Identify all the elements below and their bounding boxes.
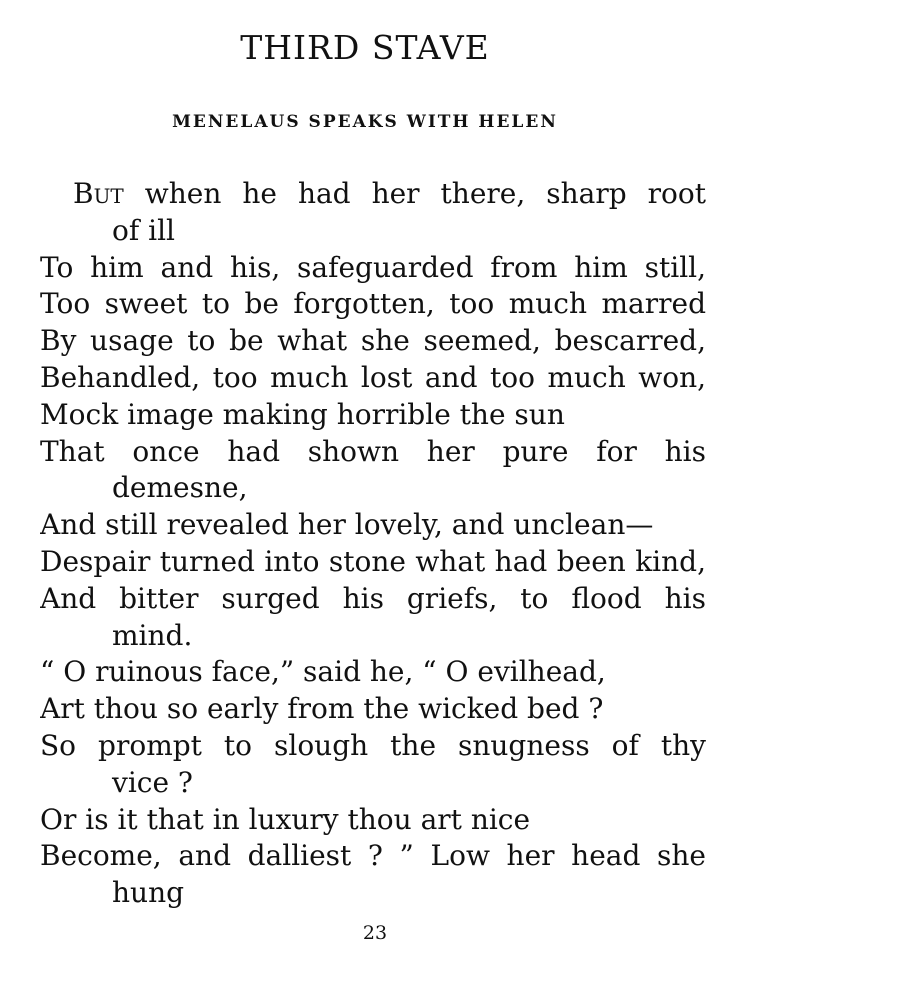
poem-line-text: when he had her there, sharp root <box>123 177 706 210</box>
poem-body <box>40 176 706 912</box>
poem-line: That once had shown her pure for his <box>40 434 706 468</box>
stave-title: THIRD STAVE <box>240 28 490 67</box>
poem-line: “ O ruinous face,” said he, “ O evilhead, <box>40 655 606 689</box>
poem-line-continuation: of ill <box>112 213 175 247</box>
poem-line-continuation: mind. <box>112 618 193 652</box>
drop-word: But <box>73 177 124 210</box>
poem-line: Art thou so early from the wicked bed ? <box>40 692 604 726</box>
poem-line <box>40 176 706 213</box>
poem-line: Behandled, too much lost and too much won, <box>40 360 706 394</box>
poem-line: Become, and dalliest ? ” Low her head she <box>40 839 706 873</box>
poem-line: To him and his, safeguarded from him still, <box>40 250 706 284</box>
page-number: 23 <box>362 922 388 944</box>
poem-line-continuation: hung <box>112 876 185 910</box>
section-subtitle: MENELAUS SPEAKS WITH HELEN <box>172 112 558 132</box>
poem-line: Too sweet to be forgotten, too much marred <box>40 287 706 321</box>
poem-line: By usage to be what she seemed, bescarred, <box>40 324 706 358</box>
poem-line-continuation: demesne, <box>112 471 248 505</box>
poem-line: And still revealed her lovely, and unclean— <box>40 508 654 542</box>
poem-line: Mock image making horrible the sun <box>40 397 565 431</box>
poem-line: So prompt to slough the snugness of thy <box>40 728 706 762</box>
poem-line: Despair turned into stone what had been kind, <box>40 544 706 578</box>
poem-line-continuation: vice ? <box>112 765 193 799</box>
poem-line: And bitter surged his griefs, to flood his <box>40 581 706 615</box>
poem-line: Or is it that in luxury thou art nice <box>40 802 531 836</box>
